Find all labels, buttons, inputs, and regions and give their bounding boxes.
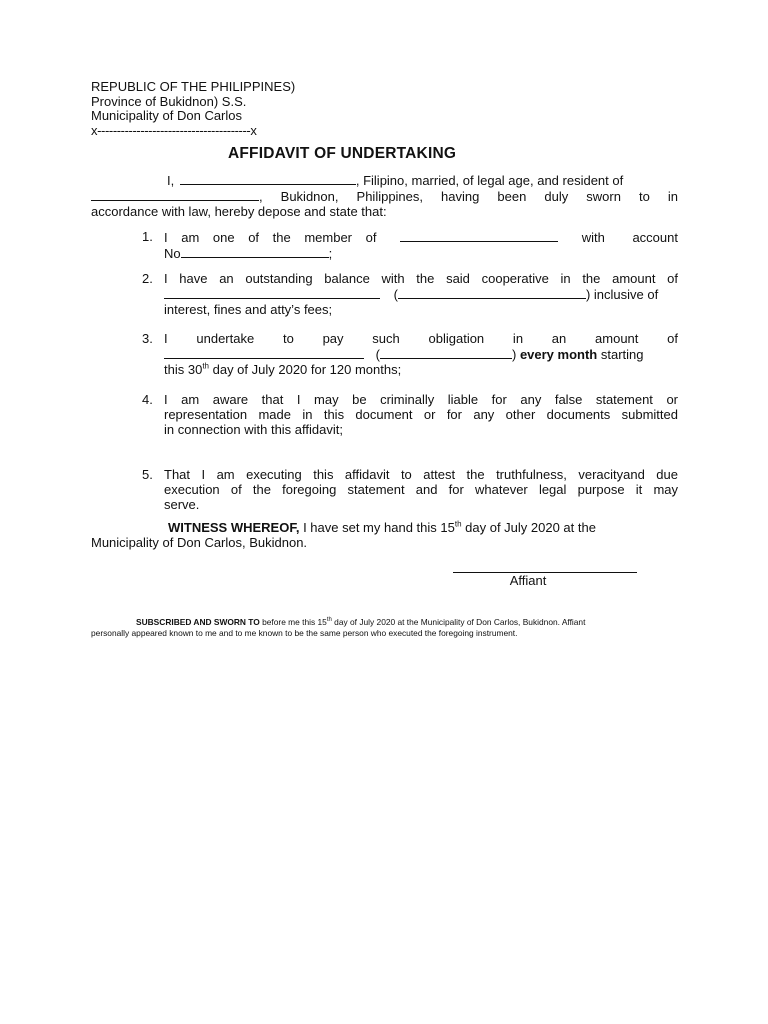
intro-line-3: accordance with law, hereby depose and state that: <box>91 204 387 219</box>
venue-block <box>91 80 295 138</box>
item-4-line-1: I am aware that I may be criminally liable for any false statement or <box>164 392 678 407</box>
item-5-number: 5. <box>142 467 153 482</box>
intro-line-2: , Bukidnon, Philippines, having been duly sworn to in <box>91 188 678 204</box>
item-5-line-2: execution of the foregoing statement and for whatever legal purpose it may <box>164 482 678 497</box>
item-4 <box>164 392 678 437</box>
item-1-line-2: No ; <box>164 246 333 261</box>
item-2-line-1: I have an outstanding balance with the said cooperative in the amount of <box>164 271 678 286</box>
balance-figures-blank <box>398 286 586 299</box>
balance-words-blank <box>164 286 380 299</box>
jurat-line-2: personally appeared known to me and to me known to be the same person who executed the foregoing instrument. <box>91 627 518 638</box>
installment-words-blank <box>164 346 364 359</box>
item-5-line-1: That I am executing this affidavit to attest the truthfulness, veracityand due <box>164 467 678 482</box>
item-3 <box>164 331 678 377</box>
venue-republic: REPUBLIC OF THE PHILIPPINES) <box>91 79 296 94</box>
item-3-line-1: I undertake to pay such obligation in an amount of <box>164 331 678 346</box>
venue-province: Province of Bukidnon) S.S. <box>91 93 247 109</box>
item-2-line-2: ( ) inclusive of <box>164 286 678 302</box>
item-1 <box>164 229 678 261</box>
affiant-label: Affiant <box>509 573 547 588</box>
account-number-blank <box>181 245 329 258</box>
installment-figures-blank <box>380 346 512 359</box>
venue-divider: x---------------------------------------x <box>91 122 257 138</box>
subscribed-sworn-text: SUBSCRIBED AND SWORN TO <box>136 617 260 627</box>
item-1-number: 1. <box>142 229 153 244</box>
item-3-line-2: ( ) every month starting <box>164 346 678 362</box>
witness-paragraph <box>91 520 678 550</box>
affiant-name-blank <box>180 172 356 185</box>
item-4-line-2: representation made in this document or for any other documents submitted <box>164 407 678 422</box>
item-4-number: 4. <box>142 392 153 407</box>
item-3-number: 3. <box>142 331 153 346</box>
jurat-paragraph <box>91 617 678 638</box>
intro-paragraph <box>91 172 678 219</box>
witness-line-1: WITNESS WHEREOF, I have set my hand this 15th day of July 2020 at the <box>168 519 596 535</box>
venue-municipality: Municipality of Don Carlos <box>91 108 243 123</box>
item-1-line-1: I am one of the member of with account <box>164 230 678 245</box>
cooperative-blank <box>400 229 558 242</box>
item-5 <box>164 467 678 512</box>
every-month-text: every month <box>519 347 598 362</box>
item-3-line-3: this 30th day of July 2020 for 120 months; <box>164 361 402 377</box>
witness-whereof-text: WITNESS WHEREOF, <box>168 520 300 535</box>
witness-line-2: Municipality of Don Carlos, Bukidnon. <box>91 535 308 550</box>
document-title: AFFIDAVIT OF UNDERTAKING <box>228 145 457 162</box>
item-2-line-3: interest, fines and atty’s fees; <box>164 302 333 317</box>
item-2-number: 2. <box>142 271 153 286</box>
item-5-line-3: serve. <box>164 497 200 512</box>
item-4-line-3: in connection with this affidavit; <box>164 422 343 437</box>
item-2 <box>164 271 678 317</box>
intro-line-1: I, , Filipino, married, of legal age, and resident of <box>167 173 624 188</box>
residence-blank <box>91 188 259 201</box>
jurat-line-1: SUBSCRIBED AND SWORN TO before me this 15th day of July 2020 at the Municipality of Don Carlos, Bukidnon. Affiant <box>136 617 586 627</box>
